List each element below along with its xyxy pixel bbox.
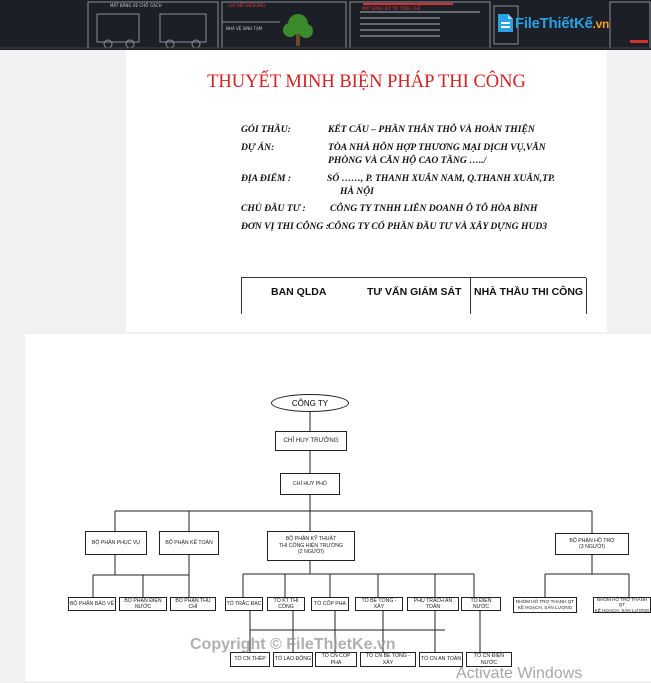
org-node-power: BỘ PHẬN ĐIỆN NƯỚC — [119, 597, 167, 611]
org-node-support — [555, 533, 629, 555]
field-value: KẾT CẤU – PHẦN THÂN THÔ VÀ HOÀN THIỆN — [328, 124, 535, 135]
logo-icon — [495, 12, 515, 34]
field-location — [126, 172, 607, 200]
org-node-qc: TỔ KT THI CÔNG — [267, 597, 305, 611]
org-node-text: THI CÔNG HIỆN TRƯỜNG — [278, 542, 344, 549]
document-cover-page — [126, 50, 607, 332]
signature-table — [241, 277, 586, 314]
field-key: ĐỊA ĐIỂM : — [241, 173, 292, 184]
field-value-line2: HÀ NỘI — [340, 186, 374, 197]
logo-text — [515, 15, 609, 32]
org-node-worker-safety: TỔ CN AN TOÀN — [419, 652, 463, 667]
org-node-text: NHÓM HỖ TRỢ THANH QT — [515, 599, 575, 605]
org-node-worker-formwork: TỔ CN CỐP PHA — [315, 652, 357, 667]
org-node-concrete: TỔ BÊ TÔNG - XÂY — [355, 597, 403, 611]
org-chart-connectors — [25, 334, 651, 681]
org-node-formwork: TỔ CỐP PHA — [311, 597, 349, 611]
field-value: CÔNG TY CỔ PHẦN ĐẦU TƯ VÀ XÂY DỰNG HUD3 — [328, 221, 548, 232]
org-node-planning-a — [513, 597, 577, 613]
field-value: CÔNG TY TNHH LIÊN DOANH Ô TÔ HÒA BÌNH — [330, 203, 538, 214]
org-chart-page — [25, 334, 651, 681]
cad-drawing-strip — [0, 0, 651, 50]
field-key: ĐƠN VỊ THI CÔNG : — [241, 221, 329, 232]
org-root-company: CÔNG TY — [271, 394, 349, 412]
field-key: CHỦ ĐẦU TƯ : — [241, 203, 306, 214]
cad-label-layout: MẶT BẰNG BỐ TRÍ TỔNG THỂ — [362, 6, 421, 11]
org-node-text: BỘ PHẬN KỸ THUẬT — [285, 536, 337, 543]
org-node-text: (2 NGƯỜI) — [298, 549, 324, 556]
field-key: GÓI THẦU: — [241, 124, 291, 135]
field-value: SỐ ……, P. THANH XUÂN NAM, Q.THANH XUÂN,TP. — [327, 173, 556, 184]
org-node-worker-steel: TỔ CN THÉP — [230, 652, 270, 667]
org-node-buyer: BỘ PHẬN THU CHỈ — [170, 597, 216, 611]
table-border — [241, 278, 242, 314]
logo-ext: .vn — [592, 16, 609, 31]
org-node-technical — [267, 531, 355, 561]
field-value-line2: PHÒNG VÀ CĂN HỘ CAO TẦNG …../ — [328, 155, 487, 166]
table-border — [586, 278, 587, 314]
signature-supervisor: TƯ VẤN GIÁM SÁT — [367, 286, 462, 298]
org-node-survey: TỔ TRẮC ĐẠC — [225, 597, 263, 611]
org-node-text: NHÓM HỖ TRỢ THANH QT — [596, 596, 648, 608]
copyright-watermark: Copyright © FileThietKe.vn — [190, 636, 396, 653]
field-key: DỰ ÁN: — [241, 142, 275, 153]
org-node-commander: CHỈ HUY TRƯỞNG — [275, 431, 347, 451]
org-node-deputy: CHỈ HUY PHÓ — [280, 473, 340, 495]
activate-windows-notice: Activate Windows — [456, 665, 583, 682]
org-node-planning-b — [593, 597, 651, 613]
org-node-safety: PHỤ TRÁCH AN TOÀN — [407, 597, 459, 611]
org-node-services: BỘ PHẬN PHỤC VỤ — [85, 531, 147, 555]
org-node-guard: BỘ PHẬN BẢO VỆ — [68, 597, 116, 611]
document-title: THUYẾT MINH BIỆN PHÁP THI CÔNG — [207, 72, 526, 92]
org-node-text: KẾ HOẠCH, SẢN LƯỢNG — [594, 607, 650, 613]
field-value: TÒA NHÀ HỖN HỢP THƯƠNG MẠI DỊCH VỤ,VĂN — [328, 142, 546, 153]
logo-brand: FileThiếtKế — [515, 14, 593, 32]
org-node-text: BỘ PHẬN HỖ TRỢ — [569, 537, 615, 544]
signature-contractor: NHÀ THẦU THI CÔNG — [474, 286, 584, 298]
org-node-text: (3 NGƯỜI) — [579, 544, 605, 550]
cad-label-wc: NHÀ VỆ SINH TẠM — [226, 26, 263, 31]
cad-label-sign: CHI TIẾT BIỂN BÁO — [228, 3, 266, 8]
field-project — [126, 141, 607, 169]
table-border — [470, 278, 471, 314]
org-node-worker-labor: TỔ LAO ĐỘNG — [273, 652, 313, 667]
org-node-worker-electric: TỔ CN ĐIỆN NƯỚC — [466, 652, 512, 667]
org-node-water: TỔ ĐIỆN NƯỚC — [461, 597, 501, 611]
signature-ban-qlda: BAN QLDA — [271, 286, 327, 298]
org-node-worker-concrete: TỔ CN BÊ TÔNG - XÂY — [360, 652, 416, 667]
cad-label-truck: MẶT BẰNG XE CHỞ GẠCH — [110, 3, 162, 8]
org-node-text: KẾ HOẠCH, SẢN LƯỢNG — [517, 605, 573, 610]
org-node-accounting: BỘ PHẬN KẾ TOÁN — [159, 531, 219, 555]
site-logo[interactable] — [495, 12, 609, 34]
